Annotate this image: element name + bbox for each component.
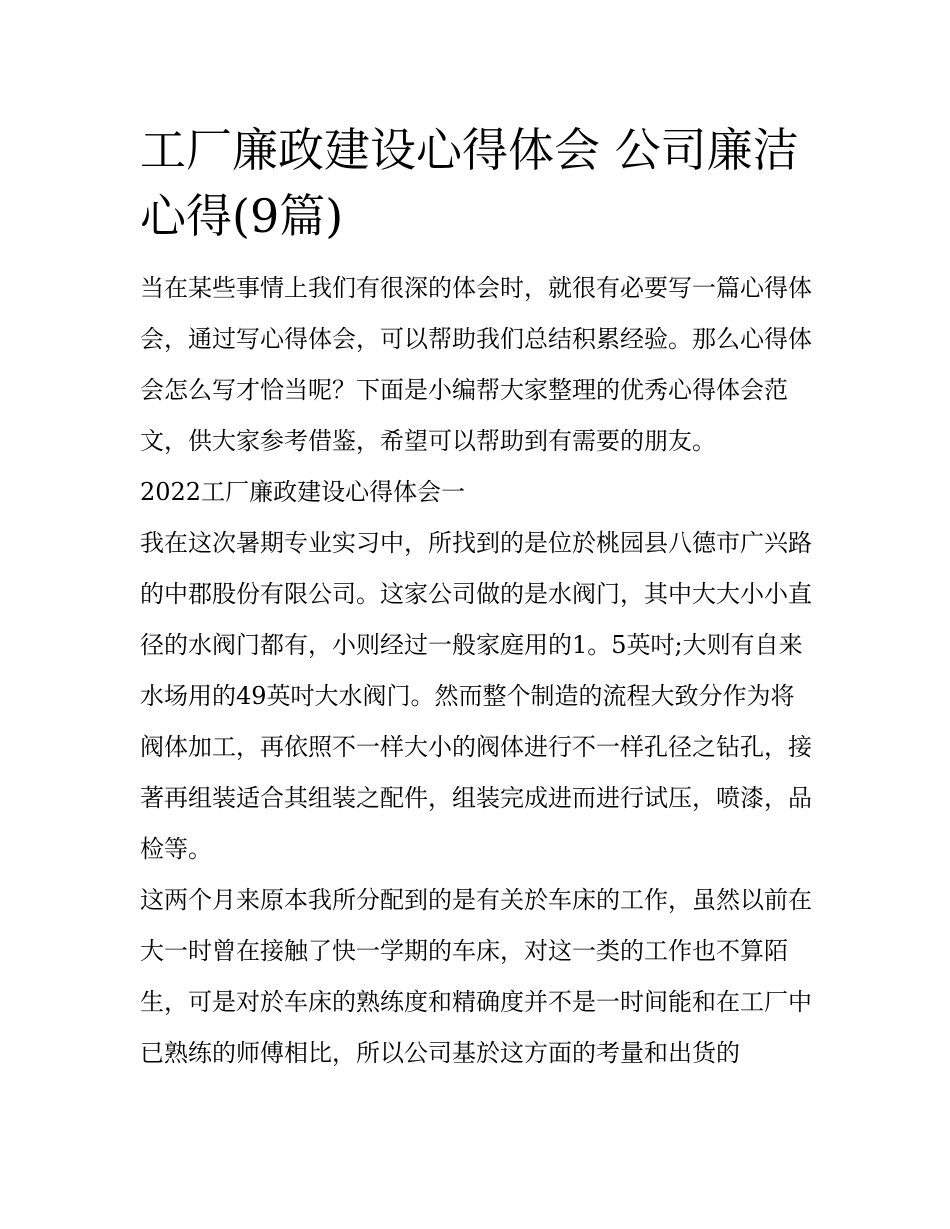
intro-paragraph: 当在某些事情上我们有很深的体会时，就很有必要写一篇心得体会，通过写心得体会，可以帮助我们总结积累经验。那么心得体会怎么写才恰当呢？下面是小编帮大家整理的优秀心得体会范文，供大家参考借鉴，希望可以帮助到有需要的朋友。 — [140, 274, 812, 455]
document-title: 工厂廉政建设心得体会 公司廉洁心得(9篇) — [140, 123, 799, 243]
document-content — [140, 117, 812, 1079]
body-paragraph-2: 这两个月来原本我所分配到的是有关於车床的工作，虽然以前在大一时曾在接触了快一学期的车床，对这一类的工作也不算陌生，可是对於车床的熟练度和精确度并不是一时间能和在工厂中已熟练的师傅相比，所以公司基於这方面的考量和出货的 — [140, 886, 812, 1067]
section-heading: 2022工厂廉政建设心得体会一 — [140, 478, 466, 506]
body-paragraph-1: 我在这次暑期专业实习中，所找到的是位於桃园县八德市广兴路的中郡股份有限公司。这家公司做的是水阀门，其中大大小小直径的水阀门都有，小则经过一般家庭用的1。5英吋;大则有自来水场用的49英吋大水阀门。然而整个制造的流程大致分作为将阀体加工，再依照不一样大小的阀体进行不一样孔径之钻孔，接著再组装适合其组装之配件，组装完成进而进行试压，喷漆，品检等。 — [140, 529, 812, 863]
